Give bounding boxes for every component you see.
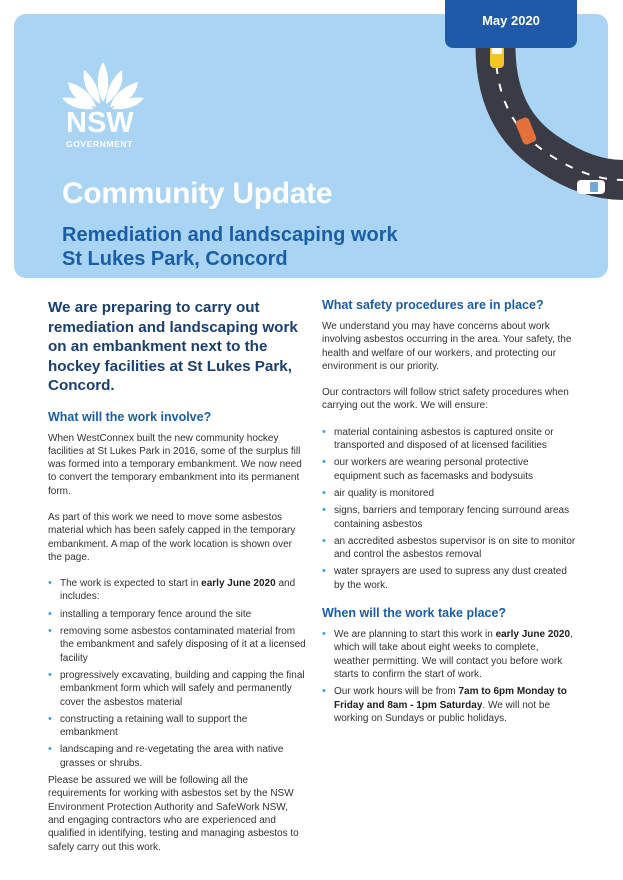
list-item: • progressively excavating, building and capping the final embankment form which will safely and permanently cover the asbestos material xyxy=(48,669,306,709)
subtitle-line-1: Remediation and landscaping work xyxy=(62,224,398,246)
intro-statement: We are preparing to carry out remediation and landscaping work on an embankment next to the hockey facilities at St Lukes Park, Concord. xyxy=(48,299,298,394)
logo-nsw: NSW xyxy=(66,107,134,139)
list-item xyxy=(322,685,576,725)
left-column xyxy=(48,298,306,867)
page-title: Community Update xyxy=(62,177,333,210)
list-item: • our workers are wearing personal protective equipment such as facemasks and bodysuits xyxy=(322,456,576,483)
list-item xyxy=(322,628,576,681)
date-tab: May 2020 xyxy=(445,0,577,48)
work-hours-bold: 7am to 6pm Monday to Friday and 8am - 1pm Saturday xyxy=(334,686,567,711)
list-item: • constructing a retaining wall to support the embankment xyxy=(48,713,306,740)
list-item: • installing a temporary fence around the site xyxy=(48,608,306,621)
paragraph-procedures: Our contractors will follow strict safety procedures when carrying out the work. We will ensure: xyxy=(322,387,569,412)
list-item-text: The work is expected to start in xyxy=(60,578,202,590)
heading-safety: What safety procedures are in place? xyxy=(322,298,544,312)
list-item: • signs, barriers and temporary fencing surround areas containing asbestos xyxy=(322,504,576,531)
right-column xyxy=(322,298,576,729)
list-item: • landscaping and re-vegetating the area with native grasses or shrubs. xyxy=(48,743,306,770)
timing-list xyxy=(322,628,576,725)
paragraph-concerns: We understand you may have concerns about work involving asbestos occurring in the area. Your safety, the health and welfare of our workers, and protecting our environment is our priority. xyxy=(322,321,572,372)
list-item: • air quality is monitored xyxy=(322,487,576,500)
page-subtitle xyxy=(62,223,398,271)
list-item: • an accredited asbestos supervisor is on site to monitor and control the asbestos removal xyxy=(322,535,576,562)
list-item-text: , which will take about eight weeks to complete, weather permitting. We will contact you before work starts to confirm the start of work. xyxy=(334,629,573,680)
paragraph-asbestos: As part of this work we need to move some asbestos material which has been safely capped in the temporary embankment. A map of the work location is shown over the page. xyxy=(48,511,296,563)
list-item-text: We are planning to start this work in xyxy=(334,629,496,641)
heading-timing: When will the work take place? xyxy=(322,606,507,621)
heading-work-involve: What will the work involve? xyxy=(48,409,212,424)
start-date-bold: early June 2020 xyxy=(201,578,276,590)
list-item-text: and includes: xyxy=(60,578,296,603)
nsw-government-wordmark xyxy=(66,109,134,149)
paragraph-assurance: Please be assured we will be following all the requirements for working with asbestos set by the NSW Environment Protection Authority and SafeWork NSW, and engaging contractors who are experienced and qualified in identifying, testing and managing asbestos to safely carry out this work. xyxy=(48,775,299,853)
safety-list xyxy=(322,426,576,592)
road-illustration-icon xyxy=(440,30,623,240)
list-item: • material containing asbestos is captured onsite or transported and disposed of at licensed facilities xyxy=(322,426,576,453)
list-item-text: . We will not be working on Sundays or public holidays. xyxy=(334,699,551,724)
list-item: • removing some asbestos contaminated material from the embankment and safely disposing of it at a licensed facility xyxy=(48,625,306,665)
list-item xyxy=(48,577,306,604)
paragraph-background: When WestConnex built the new community hockey facilities at St Lukes Park in 2016, some of the surplus fill was formed into a temporary embankment. We now need to convert the temporary embankment into its permanent form. xyxy=(48,432,302,497)
logo-government: GOVERNMENT xyxy=(66,139,133,149)
list-item-text: Our work hours will be from xyxy=(334,686,459,698)
work-list xyxy=(48,577,306,770)
list-item: • water sprayers are used to supress any dust created by the work. xyxy=(322,565,576,592)
subtitle-line-2: St Lukes Park, Concord xyxy=(62,248,288,270)
start-date-bold: early June 2020 xyxy=(495,629,571,641)
